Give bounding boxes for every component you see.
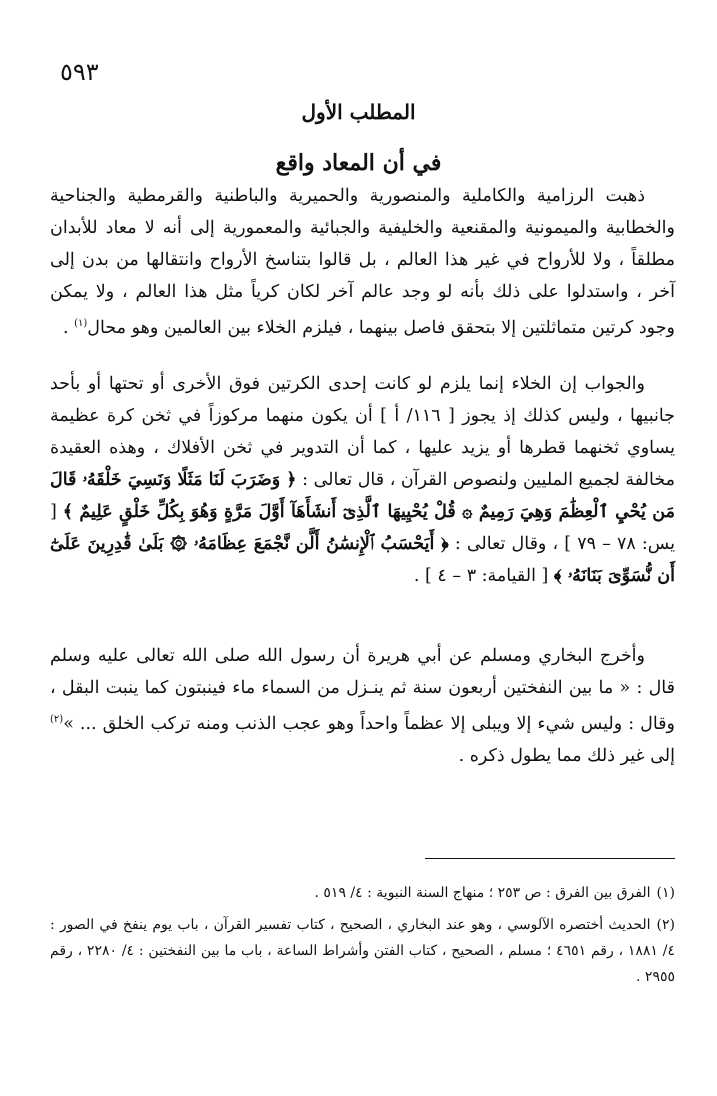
- footnote-divider: [425, 858, 675, 859]
- quran-verse-2: ﴿ أَيَحْسَبُ ٱلْإِنسَٰنُ أَلَّن نَّجْمَعَ عِظَامَهُۥ ۞ بَلَىٰ قَٰدِرِينَ عَلَىٰٓ أَن نُّسَوِّىَ بَنَانَهُۥ ﴾: [50, 534, 675, 586]
- paragraph-1-text: ذهبت الرزامية والكاملية والمنصورية والحميرية والباطنية والقرمطية والجناحية والخطابية والميمونية والمقنعية والخليفية والجبائية والمعمورية إلى أنه لا معاد للأبدان مطلقاً ، ولا للأرواح في غير هذا العالم ، بل قالوا بتناسخ الأرواح وانتقالها من بدن إلى آخر ، واستدلوا على ذلك بأنه لو وجد عالم آخر لكان كرياً مثل هذا العالم ، ولا يمكن وجود كرتين متماثلتين إلا بتحقق فاصل بينهما ، فيلزم الخلاء بين العالمين وهو محال: [50, 186, 675, 338]
- footnote-item: [50, 912, 675, 990]
- footnote-number: (١): [656, 885, 675, 901]
- paragraph-3-end: إلى غير ذلك مما يطول ذكره .: [458, 745, 675, 766]
- section-heading: المطلب الأول: [301, 100, 416, 124]
- footnotes: [50, 880, 675, 996]
- quran-reference-1: [ يس: ٧٨ – ٧٩ ] ، وقال تعالى :: [50, 502, 675, 554]
- footnote-item: [50, 880, 675, 906]
- footnote-ref-2[interactable]: (٢): [50, 714, 64, 725]
- paragraph-3-text: وأخرج البخاري ومسلم عن أبي هريرة أن رسول الله صلى الله تعالى عليه وسلم قال : « ما بين النفختين أربعون سنة ثم ينـزل من السماء ماء فينبتون كما ينبت البقل ، وقال : وليس شيء إلا ويبلى إلا عظماً واحداً وهو عجب الذنب ومنه تركب الخلق ... »: [50, 646, 675, 734]
- footnote-number: (٢): [656, 917, 675, 933]
- paragraph-2: [50, 368, 675, 592]
- paragraph-1: [50, 180, 675, 344]
- footnote-text: الحديث أختصره الآلوسي ، وهو عند البخاري ، الصحيح ، كتاب تفسير القرآن ، باب يوم ينفخ في الصور : ٤/ ١٨٨١ ، رقم ٤٦٥١ ؛ مسلم ، الصحيح ، كتاب الفتن وأشراط الساعة ، باب ما بين النفختين : ٤/ ٢٢٨٠ ، رقم ٢٩٥٥ .: [50, 917, 676, 985]
- quran-verse-1: ﴿ وَضَرَبَ لَنَا مَثَلًا وَنَسِيَ خَلْقَهُۥ قَالَ مَن يُحْيِ ٱلْعِظَٰمَ وَهِيَ رَمِيمٌ ۞ قُلْ يُحْيِيهَا ٱلَّذِىٓ أَنشَأَهَآ أَوَّلَ مَرَّةٍ وَهُوَ بِكُلِّ خَلْقٍ عَلِيمٌ ﴾: [50, 470, 675, 522]
- paragraph-3: [50, 640, 675, 772]
- page-title: في أن المعاد واقع: [275, 150, 442, 176]
- quran-reference-2: [ القيامة: ٣ – ٤ ] .: [413, 566, 554, 586]
- paragraph-1-end: .: [62, 317, 75, 338]
- footnote-ref-1[interactable]: (١): [74, 318, 88, 329]
- footnote-text: الفرق بين الفرق : ص ٢٥٣ ؛ منهاج السنة النبوية : ٤/ ٥١٩ .: [314, 885, 651, 901]
- paragraph-2-text: والجواب إن الخلاء إنما يلزم لو كانت إحدى الكرتين فوق الأخرى أو تحتها أو بأحد جانبيها ، وليس كذلك إذ يجوز [ ١١٦/ أ ] أن يكون منهما مركوزاً في ثخن كرة عظيمة يساوي ثخنهما قطرها أو يزيد عليها ، كما أن التدوير في ثخن الأفلاك ، وهذه العقيدة مخالفة لجميع المليين ولنصوص القرآن ، قال تعالى :: [50, 374, 675, 490]
- page-number: ٥٩٣: [60, 58, 99, 86]
